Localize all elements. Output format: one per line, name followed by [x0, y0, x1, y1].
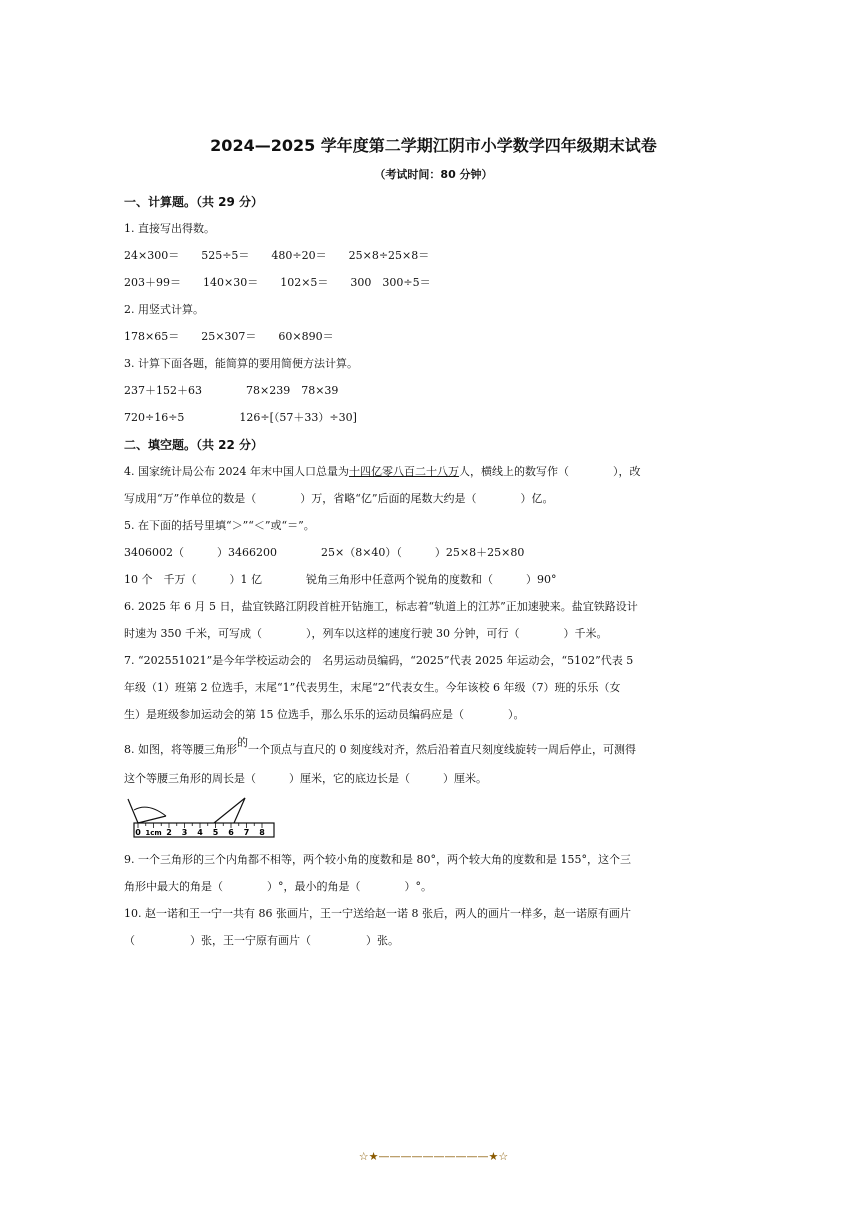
section-heading-fill-blank: 二、填空题。（共 22 分） — [124, 438, 264, 452]
q10-line2: （ ）张，王一宁原有画片（ ）张。 — [124, 934, 399, 947]
ruler-label: 1cm — [145, 829, 162, 837]
q5-row2: 10 个 千万（ ）1 亿 锐角三角形中任意两个锐角的度数和（ ）90° — [124, 573, 557, 586]
ruler-label: 2 — [166, 828, 172, 837]
section-heading-calculation: 一、计算题。（共 29 分） — [124, 195, 264, 209]
ruler-label: 6 — [228, 828, 234, 837]
ruler-triangle-figure — [126, 796, 278, 844]
q10-line1: 10. 赵一诺和王一宁一共有 86 张画片，王一宁送给赵一诺 8 张后，两人的画片一样多，赵一诺原有画片 — [124, 907, 631, 920]
q6-line1: 6. 2025 年 6 月 5 日，盐宜铁路江阴段首桩开钻施工，标志着“轨道上的江苏”正加速驶来。盐宜铁路设计 — [124, 600, 638, 613]
q9-line2: 角形中最大的角是（ ）°，最小的角是（ ）°。 — [124, 880, 432, 893]
triangle-start-outline — [128, 799, 166, 823]
exam-title: 2024—2025 学年度第二学期江阴市小学数学四年级期末试卷 — [210, 136, 657, 155]
q1-row1: 24×300＝ 525÷5＝ 480÷20＝ 25×8÷25×8＝ — [124, 249, 430, 262]
q8-raised-char: 的 — [237, 736, 248, 749]
q5-prompt: 5. 在下面的括号里填“＞”“＜”或“＝”。 — [124, 519, 315, 532]
q4-line1-pre: 4. 国家统计局公布 2024 年末中国人口总量为 — [124, 465, 349, 478]
q8-line2: 这个等腰三角形的周长是（ ）厘米，它的底边长是（ ）厘米。 — [124, 772, 487, 785]
ruler-labels — [135, 828, 265, 837]
rotation-arc — [134, 807, 166, 816]
q7-line1: 7. “202551021”是今年学校运动会的 名男运动员编码，“2025”代表 2025 年运动会，“5102”代表 5 — [124, 654, 634, 667]
q9-line1: 9. 一个三角形的三个内角都不相等，两个较小角的度数和是 80°，两个较大角的度数和是 155°，这个三 — [124, 853, 631, 866]
q8-line1-post: 一个顶点与直尺的 0 刻度线对齐，然后沿着直尺刻度线旋转一周后停止，可测得 — [248, 743, 636, 756]
q3-row2: 720÷16÷5 126÷[（57＋33）÷30] — [124, 411, 357, 424]
page-footer-ornament: ☆★——————————★☆ — [358, 1150, 509, 1163]
q8-line1-pre: 8. 如图，将等腰三角形 — [124, 743, 237, 756]
exam-duration: （考试时间：80 分钟） — [374, 168, 493, 181]
ruler-label: 4 — [197, 828, 203, 837]
q2-row: 178×65＝ 25×307＝ 60×890＝ — [124, 330, 334, 343]
q4-line1-post: 人，横线上的数写作（ ），改 — [458, 465, 641, 478]
q3-prompt: 3. 计算下面各题，能简算的要用简便方法计算。 — [124, 357, 358, 370]
ruler-label: 3 — [181, 828, 188, 837]
ruler-figure-svg — [126, 796, 278, 840]
q5-row1: 3406002（ ）3466200 25×（8×40）（ ）25×8＋25×80 — [124, 546, 525, 559]
ruler-label: 0 — [135, 828, 141, 837]
q4-line2: 写成用“万”作单位的数是（ ）万，省略“亿”后面的尾数大约是（ ）亿。 — [124, 492, 554, 505]
ruler-label: 5 — [212, 828, 219, 837]
triangle-end-outline — [214, 798, 245, 823]
q4-line1 — [124, 464, 640, 480]
q7-line3: 生）是班级参加运动会的第 15 位选手，那么乐乐的运动员编码应是（ ）。 — [124, 708, 525, 721]
q7-line2: 年级（1）班第 2 位选手，末尾“1”代表男生，末尾“2”代表女生。今年该校 6 年级（7）班的乐乐（女 — [124, 681, 621, 694]
ruler-label: 8 — [259, 828, 265, 837]
q6-line2: 时速为 350 千米，可写成（ ），列车以这样的速度行驶 30 分钟，可行（ ）千米。 — [124, 627, 608, 640]
q8-line1 — [124, 736, 636, 758]
q3-row1: 237＋152＋63 78×239 78×39 — [124, 384, 339, 397]
q4-underlined-number: 十四亿零八百二十八万 — [348, 465, 459, 478]
q1-row2: 203＋99＝ 140×30＝ 102×5＝ 300 300÷5＝ — [124, 276, 431, 289]
q2-prompt: 2. 用竖式计算。 — [124, 303, 204, 316]
q1-prompt: 1. 直接写出得数。 — [124, 222, 215, 235]
ruler-label: 7 — [243, 828, 250, 837]
